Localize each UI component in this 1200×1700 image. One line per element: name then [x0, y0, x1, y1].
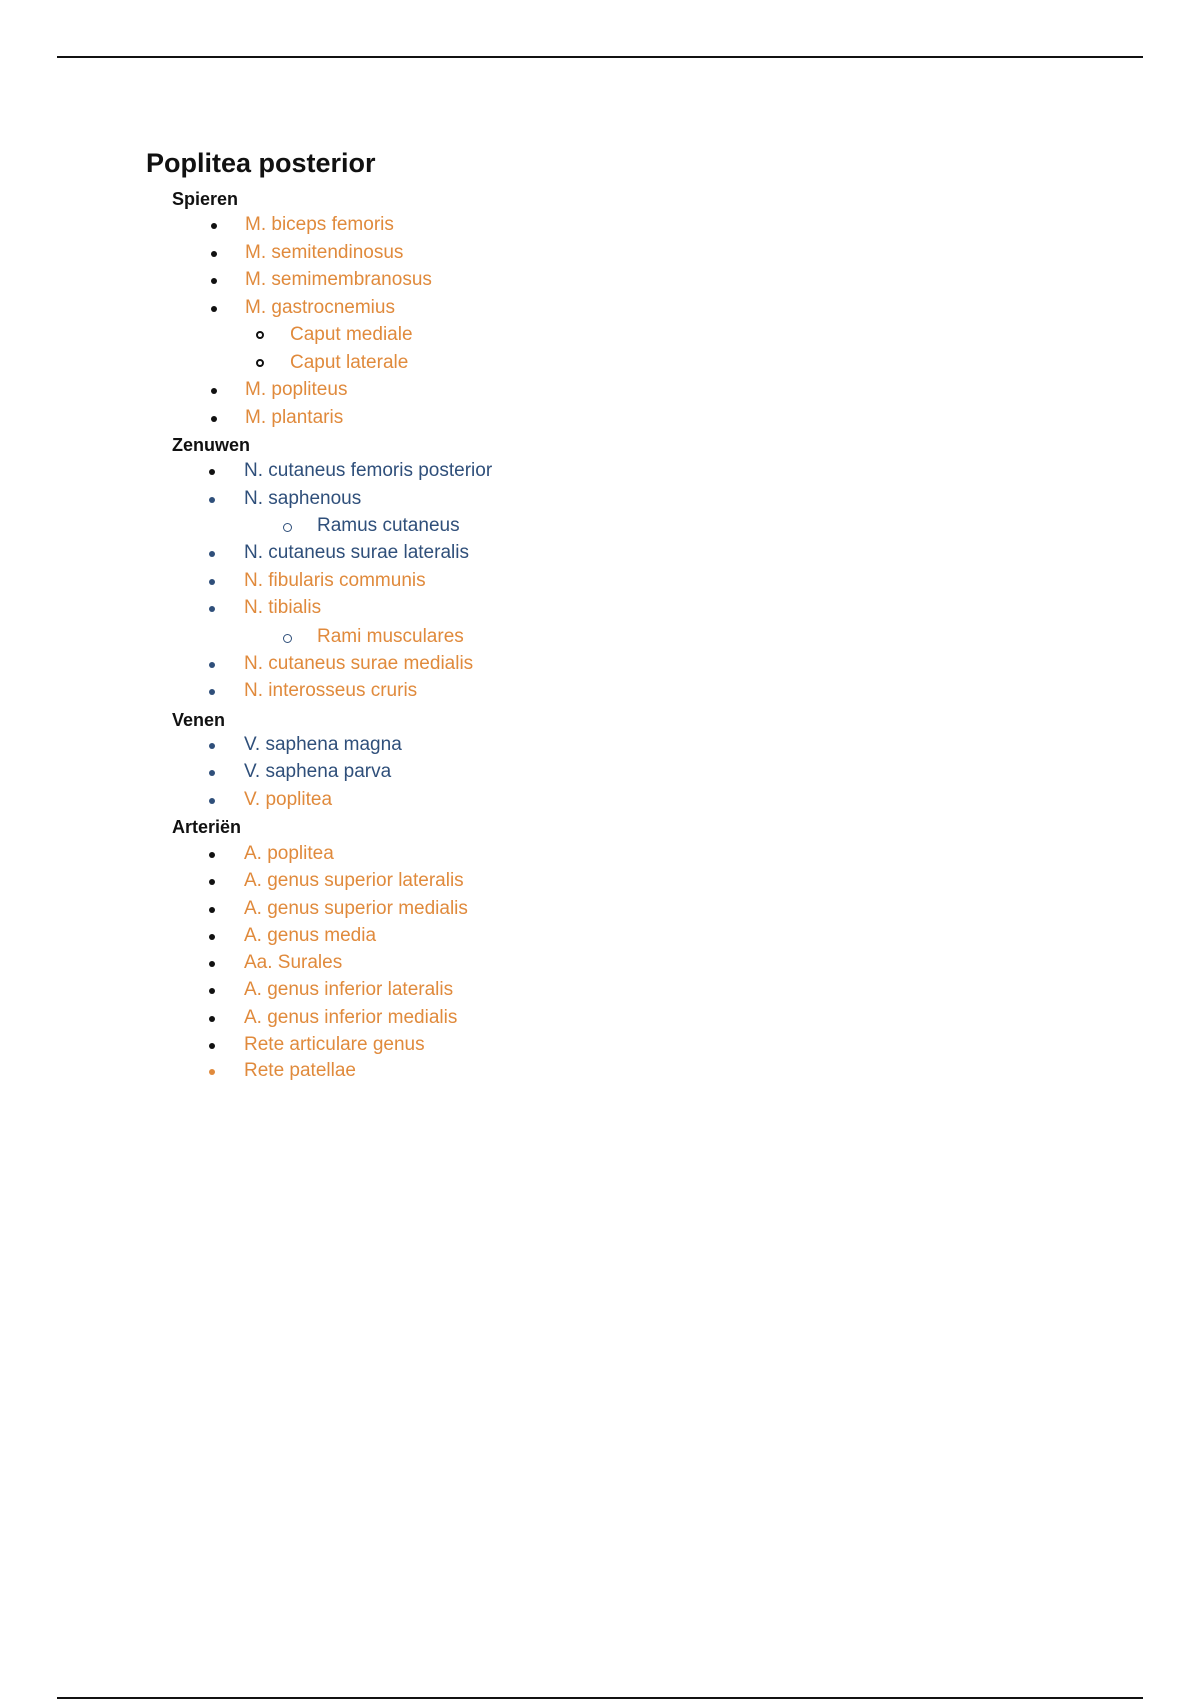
bullet-icon: [209, 606, 215, 612]
bullet-icon: [209, 798, 215, 804]
list-item: A. genus media: [244, 925, 377, 946]
list-item: N. saphenous: [244, 488, 362, 509]
sub-list-item: Caput mediale: [290, 324, 413, 345]
bullet-icon: [209, 743, 215, 749]
sub-list-item: Caput laterale: [290, 352, 409, 373]
bullet-icon: [209, 497, 215, 503]
bullet-icon: [209, 961, 215, 967]
list-item: N. fibularis communis: [244, 570, 426, 591]
bullet-icon: [209, 1043, 215, 1049]
bullet-icon: [209, 988, 215, 994]
bullet-icon: [211, 223, 217, 229]
sub-bullet-icon: [256, 359, 264, 367]
list-item: V. saphena magna: [244, 734, 402, 755]
bullet-icon: [209, 1069, 215, 1075]
list-item: N. interosseus cruris: [244, 680, 418, 701]
sub-bullet-icon: [283, 634, 292, 643]
bullet-icon: [211, 278, 217, 284]
list-item: N. cutaneus surae medialis: [244, 653, 474, 674]
sub-list-item: Ramus cutaneus: [317, 515, 460, 536]
list-item: A. genus superior medialis: [244, 898, 468, 919]
list-item: A. genus inferior lateralis: [244, 979, 454, 1000]
list-item: Rete articulare genus: [244, 1034, 425, 1055]
bullet-icon: [209, 852, 215, 858]
bullet-icon: [209, 689, 215, 695]
bullet-icon: [209, 551, 215, 557]
list-item: A. genus superior lateralis: [244, 870, 464, 891]
sub-bullet-icon: [283, 523, 292, 532]
sub-bullet-icon: [256, 331, 264, 339]
list-item: M. biceps femoris: [245, 214, 394, 235]
section-heading-arterien: Arteriën: [172, 817, 242, 837]
bullet-icon: [209, 662, 215, 668]
list-item: M. semitendinosus: [245, 242, 404, 263]
bullet-icon: [209, 934, 215, 940]
list-item: M. gastrocnemius: [245, 297, 395, 318]
section-heading-zenuwen: Zenuwen: [172, 435, 251, 455]
list-item: Aa. Surales: [244, 952, 343, 973]
bullet-icon: [211, 388, 217, 394]
bullet-icon: [209, 879, 215, 885]
list-item: M. plantaris: [245, 407, 344, 428]
list-item: M. popliteus: [245, 379, 348, 400]
sub-list-item: Rami musculares: [317, 626, 464, 647]
list-item: N. tibialis: [244, 597, 322, 618]
bullet-icon: [211, 306, 217, 312]
list-item: M. semimembranosus: [245, 269, 432, 290]
header-rule: [57, 56, 1143, 58]
bullet-icon: [209, 770, 215, 776]
bullet-icon: [209, 907, 215, 913]
section-heading-spieren: Spieren: [172, 189, 239, 209]
list-item: N. cutaneus surae lateralis: [244, 542, 469, 563]
list-item: V. poplitea: [244, 789, 333, 810]
page-title: Poplitea posterior: [146, 148, 376, 178]
list-item: A. genus inferior medialis: [244, 1007, 458, 1028]
list-item: A. poplitea: [244, 843, 334, 864]
footer-rule: [57, 1697, 1143, 1699]
list-item: N. cutaneus femoris posterior: [244, 460, 493, 481]
list-item: V. saphena parva: [244, 761, 392, 782]
bullet-icon: [209, 579, 215, 585]
list-item: Rete patellae: [244, 1060, 356, 1081]
bullet-icon: [209, 1016, 215, 1022]
bullet-icon: [211, 251, 217, 257]
section-heading-venen: Venen: [172, 710, 226, 730]
bullet-icon: [211, 416, 217, 422]
bullet-icon: [209, 469, 215, 475]
